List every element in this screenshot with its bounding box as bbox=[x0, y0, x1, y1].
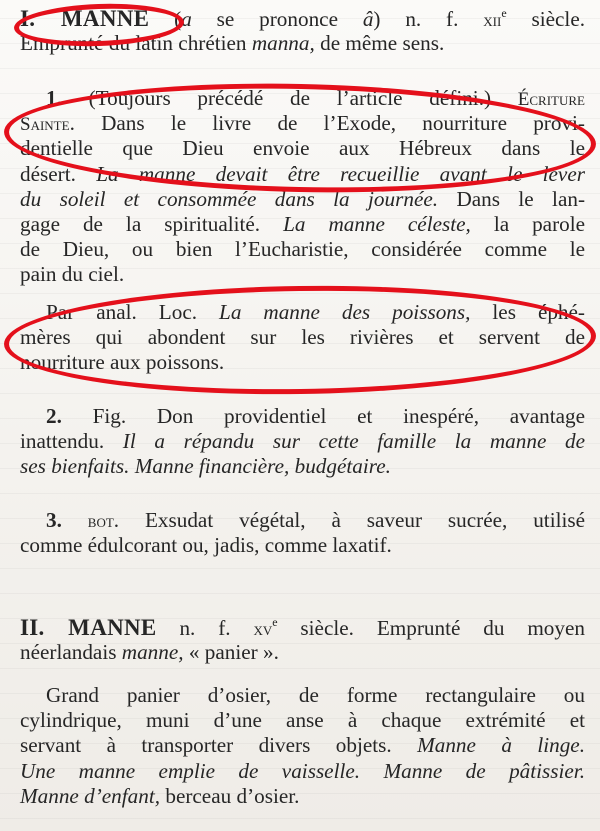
entry-1-sense-1 bbox=[20, 86, 585, 288]
entry-2-definition bbox=[20, 683, 585, 809]
entry-1-sense-3 bbox=[20, 508, 585, 558]
sense-1-line-4: désert. La manne devait être recueillie avant le lever bbox=[20, 161, 585, 186]
entry-1-etymology: Emprunté du latin chrétien manna, de même sens. bbox=[20, 31, 445, 56]
sense-1b-line-2: mères qui abondent sur les rivières et servent de bbox=[20, 325, 585, 350]
sense-1b-line-1: Par anal. Loc. La manne des poissons, les éphé- bbox=[46, 300, 585, 324]
entry-2-header bbox=[20, 615, 585, 665]
entry-2-def-line-3: servant à transporter divers objets. Manne à linge. bbox=[20, 733, 585, 758]
sense-1-line-8: pain du ciel. bbox=[20, 262, 125, 287]
entry-1-pronunciation: (a se prononce â) n. f. xii$^e$ siècle. bbox=[174, 6, 586, 31]
entry-2-def-line-5: Manne d’enfant, berceau d’osier. bbox=[20, 783, 300, 808]
sense-1-line-3: dentielle que Dieu envoie aux Hébreux dans le bbox=[20, 136, 585, 161]
sense-1-line-1: 1. (Toujours précédé de l’article défini.) Écriture bbox=[46, 86, 585, 110]
entry-2-def-line-2: cylindrique, muni d’une anse à chaque extrémité et bbox=[20, 708, 585, 733]
sense-1-line-5: du soleil et consommée dans la journée. Dans le lan- bbox=[20, 186, 585, 211]
entry-1-sense-1-analogy bbox=[20, 300, 585, 376]
entry-2-def-line-4: Une manne emplie de vaisselle. Manne de pâtissier. bbox=[20, 758, 585, 783]
entry-2-headline: II. MANNE n. f. $xv^e$ siècle. Emprunté du moyen bbox=[20, 615, 585, 640]
sense-1-line-7: de Dieu, ou bien l’Eucharistie, considérée comme le bbox=[20, 237, 585, 262]
sense-1-line-6: gage de la spiritualité. La manne céleste, la parole bbox=[20, 211, 586, 236]
entry-2-headword: II. MANNE bbox=[20, 615, 157, 640]
sense-1b-line-3: nourriture aux poissons. bbox=[20, 350, 225, 375]
entry-1-headword: I. MANNE bbox=[20, 6, 150, 31]
entry-1-header bbox=[20, 6, 585, 56]
sense-2-line-1: 2. Fig. Don providentiel et inespéré, avantage bbox=[46, 404, 585, 428]
sense-3-line-1: 3. bot. Exsudat végétal, à saveur sucrée, utilisé bbox=[46, 508, 586, 532]
sense-2-line-2: inattendu. Il a répandu sur cette famille la manne de bbox=[20, 429, 585, 454]
entry-2-def-line-1: Grand panier d’osier, de forme rectangulaire ou bbox=[46, 683, 585, 707]
entry-2-etymology: néerlandais manne, « panier ». bbox=[20, 640, 279, 665]
sense-2-line-3: ses bienfaits. Manne financière, budgétaire. bbox=[20, 454, 391, 479]
sense-3-line-2: comme édulcorant ou, jadis, comme laxatif. bbox=[20, 533, 392, 558]
entry-1-headline bbox=[20, 6, 585, 31]
sense-1-line-2: Sainte. Dans le livre de l’Exode, nourriture provi- bbox=[20, 111, 585, 136]
entry-1-sense-2 bbox=[20, 404, 585, 480]
